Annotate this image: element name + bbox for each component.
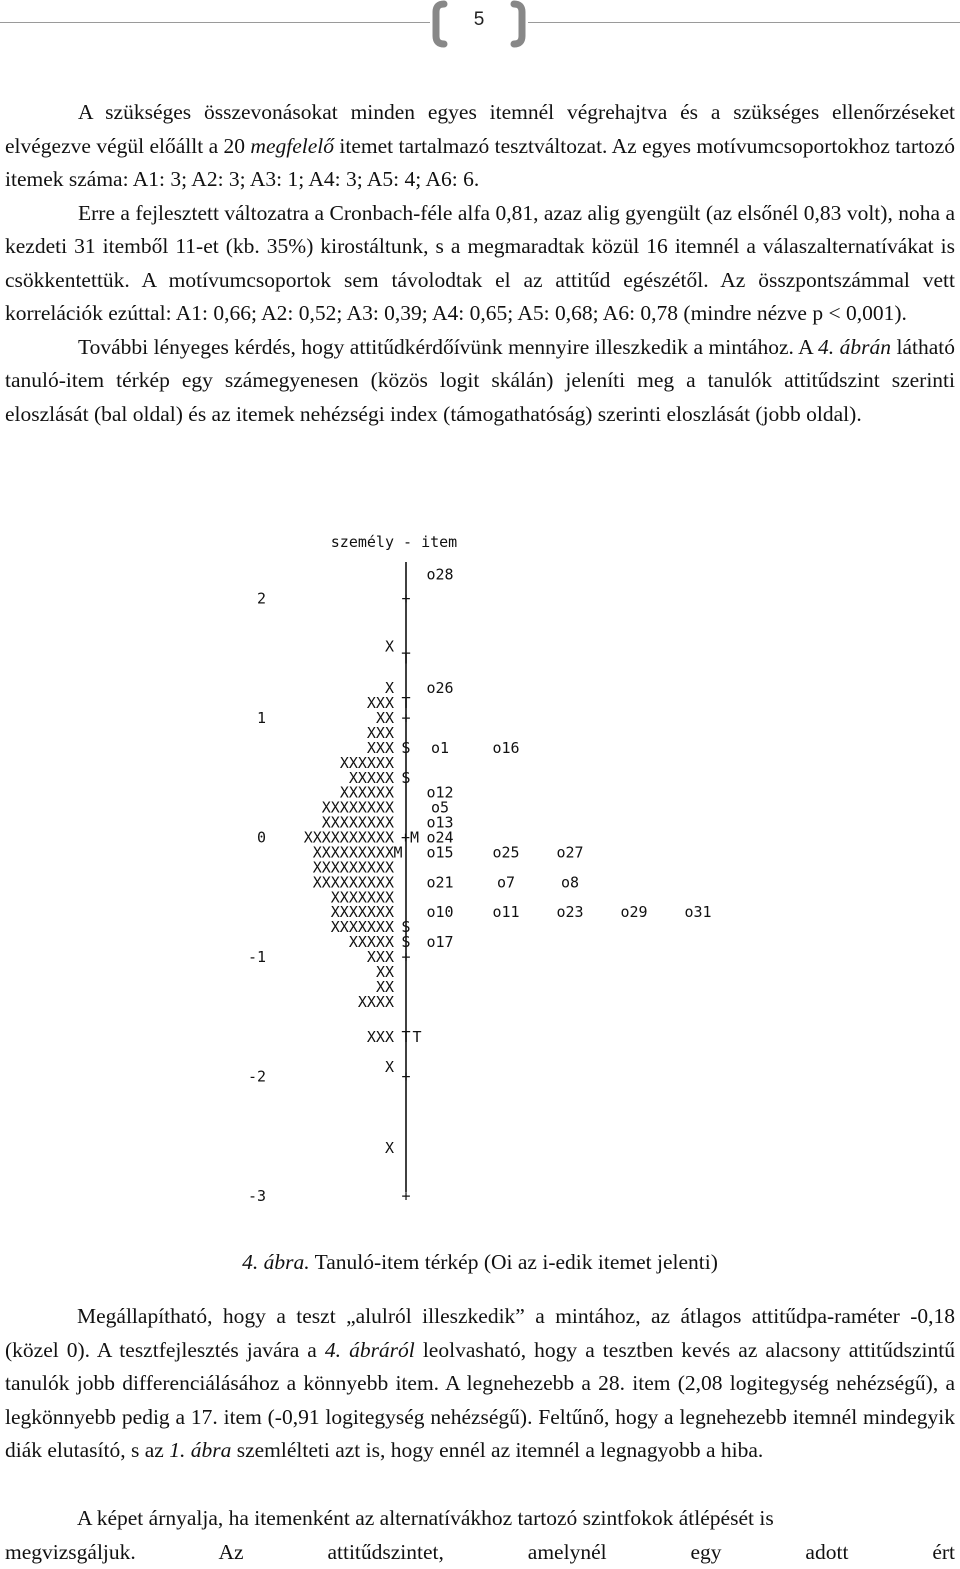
text-run: Megállapítható, hogy a teszt „alulról illeszkedik” a mintához, az átlagos attitűdpa-raméter -0,18 (közel 0). A tesztfejlesztés javára a: [5, 1304, 955, 1362]
axis-labels: [248, 590, 266, 1206]
axis-marker: S: [401, 739, 410, 757]
person-marks: XXXXXXXXX: [313, 858, 394, 876]
item-label: o11: [492, 903, 519, 921]
header-rule-right: [528, 22, 960, 23]
axis-marker: T: [401, 694, 410, 712]
text-run: szemlélteti azt is, hogy ennél az itemnél a legnagyobb a hiba.: [231, 1438, 763, 1462]
page-number: 5: [430, 9, 528, 31]
person-marks: XXXXXXXXX: [313, 843, 394, 861]
axis-marker: T: [412, 1028, 421, 1046]
person-marks: XXXXXXXX: [322, 799, 394, 817]
item-label: o13: [426, 814, 453, 832]
item-label: o26: [426, 679, 453, 697]
body-paragraph-2: [5, 1300, 955, 1468]
person-marks: XXXXX: [349, 769, 394, 787]
axis-marker: S: [401, 933, 410, 951]
axis-marker: +: [401, 590, 410, 608]
person-marks: XXX: [367, 948, 394, 966]
item-label: o29: [620, 903, 647, 921]
text-run: A szükséges összevonásokat minden egyes itemnél végrehajtva és a szükséges ellenőrzéseket elvégezve végül előállt a 20: [5, 100, 955, 158]
axis-marker: +: [401, 948, 410, 966]
person-marks: XXX: [367, 724, 394, 742]
axis-marker: +: [401, 1068, 410, 1086]
person-marks: XXXXXXX: [331, 918, 394, 936]
person-marks: X: [385, 1058, 394, 1076]
person-marks: XX: [376, 709, 394, 727]
axis-marker: +M: [401, 829, 419, 847]
text-run: látható tanuló-item térkép egy számegyenesen (közös logit skálán) jeleníti meg a tanulók attitűdszint szerinti eloszlását (bal oldal) és az itemek nehézségi index (támogathatóság) szerinti eloszlását (jobb oldal).: [5, 335, 955, 426]
person-marks: X: [385, 679, 394, 697]
axis-tick-label: -3: [248, 1187, 266, 1205]
figure-caption-text: Tanuló-item térkép (Oi az i-edik itemet jelenti): [310, 1250, 718, 1274]
person-marks: XXXXX: [349, 933, 394, 951]
item-label: o17: [426, 933, 453, 951]
axis-tick-label: 1: [257, 709, 266, 727]
person-marks: X: [385, 637, 394, 655]
item-label: o25: [492, 843, 519, 861]
axis-tick-label: -1: [248, 948, 266, 966]
item-label: o16: [492, 739, 519, 757]
figure-reference: 1. ábra: [169, 1438, 231, 1462]
item-label: o12: [426, 784, 453, 802]
text-run: A képet árnyalja, ha itemenként az alternatívákhoz tartozó szintfokok átlépését is: [77, 1506, 774, 1530]
axis-marker: T: [401, 649, 410, 667]
axis-marker: T: [401, 1028, 410, 1046]
figure-reference: 4. ábráról: [325, 1338, 415, 1362]
item-label: o28: [426, 566, 453, 584]
figure-caption-label: 4. ábra.: [242, 1250, 310, 1274]
person-marks: XXXXXX: [340, 784, 394, 802]
map-rows: [304, 566, 712, 1205]
figure-reference: 4. ábrán: [818, 335, 891, 359]
person-marks: XXXXXX: [340, 754, 394, 772]
item-label: o21: [426, 873, 453, 891]
item-label: o5: [431, 799, 449, 817]
item-label: o31: [684, 903, 711, 921]
header-rule-left: [0, 22, 430, 23]
text-run: Erre a fejlesztett változatra a Cronbach-féle alfa 0,81, azaz alig gyengült (az elsőnél 0,83 volt), noha a kezdeti 31 itemből 11-et (kb. 35%) kirostáltunk, s a megmaradtak közül 16 itemnél a válaszalternatívákat is csökkentettük. A motívumcsoportok sem távolodtak el az attitűd egészétől. Az összpontszámmal vett korrelációk ezúttal: A1: 0,66; A2: 0,52; A3: 0,39; A4: 0,65; A5: 0,68; A6: 0,78 (mindre nézve p < 0,001).: [5, 201, 955, 326]
item-label: o1: [431, 739, 449, 757]
figure-title: személy - item: [331, 533, 457, 551]
axis-marker: +: [401, 709, 410, 727]
item-label: o24: [426, 829, 453, 847]
body-paragraph-3: [5, 1502, 955, 1569]
text-run: További lényeges kérdés, hogy attitűdkérdőívünk mennyire illeszkedik a mintához. A: [78, 335, 818, 359]
person-marks: XXXXXXX: [331, 888, 394, 906]
person-item-map-figure: [0, 520, 960, 1210]
item-label: o10: [426, 903, 453, 921]
emphasis: megfelelő: [250, 134, 334, 158]
item-label: o15: [426, 843, 453, 861]
person-marks: XXX: [367, 694, 394, 712]
text-run: itemet tartalmazó tesztváltozat. Az egyes motívumcsoportokhoz tartozó itemek száma: A1: 3; A2: 3; A3: 1; A4: 3; A5: 4; A6: 6.: [5, 134, 955, 192]
axis-tick-label: 0: [257, 829, 266, 847]
person-marks: XX: [376, 978, 394, 996]
person-marks: XXX: [367, 1028, 394, 1046]
axis-marker: S: [401, 769, 410, 787]
person-marks: X: [385, 1139, 394, 1157]
item-label: o8: [561, 873, 579, 891]
person-marks: XXXX: [358, 993, 394, 1011]
person-item-map: [0, 520, 960, 1210]
person-marks: XX: [376, 963, 394, 981]
person-marks: XXXXXXXXX: [313, 873, 394, 891]
axis-marker: M: [393, 843, 402, 861]
text-run: leolvasható, hogy a tesztben kevés az alacsony attitűdszintű tanulók jobb differenciálásához a könnyebb item. A legnehezebb a 28. item (2,08 logitegység nehézségű), a legkönnyebb pedig a 17. item (-0,91 logitegység nehézségű). Feltűnő, hogy a legnehezebb itemnél mindegyik diák elutasító, s az: [5, 1338, 955, 1463]
person-marks: XXX: [367, 739, 394, 757]
item-label: o23: [556, 903, 583, 921]
item-label: o7: [497, 873, 515, 891]
body-paragraph-1: [5, 96, 955, 431]
axis-marker: +: [401, 1187, 410, 1205]
person-marks: XXXXXXXXXX: [304, 829, 394, 847]
text-run: megvizsgáljuk. Az attitűdszintet, amelynél egy adott ért: [5, 1536, 955, 1569]
axis-tick-label: 2: [257, 590, 266, 608]
figure-caption: [0, 1246, 960, 1279]
person-marks: XXXXXXX: [331, 903, 394, 921]
person-marks: XXXXXXXX: [322, 814, 394, 832]
axis-tick-label: -2: [248, 1068, 266, 1086]
item-label: o27: [556, 843, 583, 861]
axis-marker: S: [401, 918, 410, 936]
